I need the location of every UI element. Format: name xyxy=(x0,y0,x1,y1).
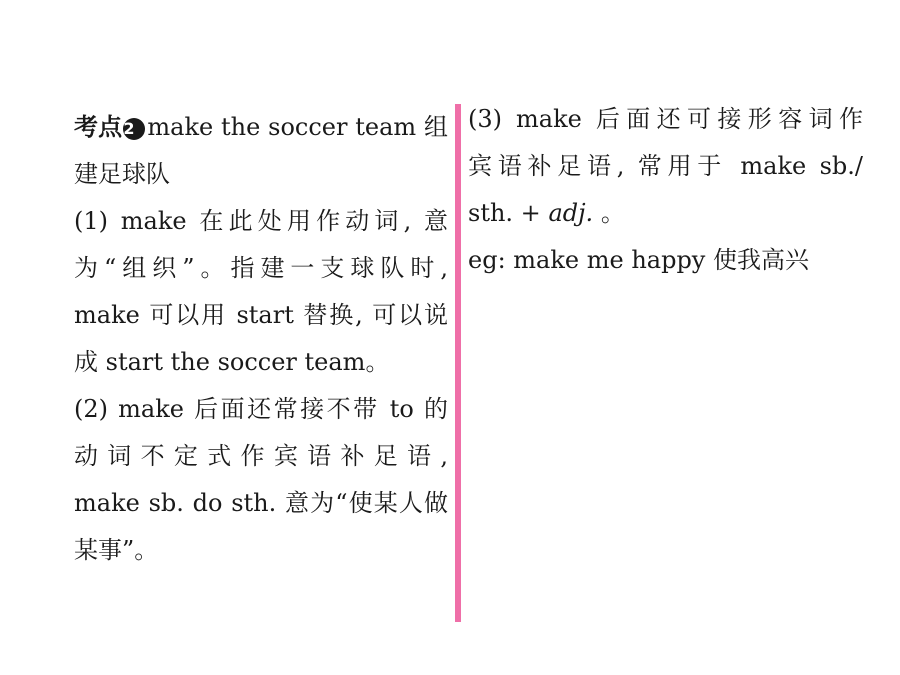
note-1-line-1: (1) make 在此处用作动词, 意 xyxy=(74,207,448,235)
note-1-line-4: 成 start the soccer team。 xyxy=(74,348,390,376)
point-label: 考点 xyxy=(74,112,123,141)
adj-abbreviation: adj. xyxy=(548,199,594,227)
note-3-line-3-end: 。 xyxy=(593,199,625,227)
note-2-line-3: make sb. do sth. 意为“使某人做 xyxy=(74,489,448,517)
note-1-line-3: make 可以用 start 替换, 可以说 xyxy=(74,301,448,329)
note-1-line-2: 为“组织”。指建一支球队时, xyxy=(74,254,448,282)
right-column xyxy=(468,96,863,284)
note-2-line-1: (2) make 后面还常接不带 to 的 xyxy=(74,395,448,423)
note-3-line-2: 宾语补足语, 常用于 make sb./ xyxy=(468,152,863,180)
note-2-line-4: 某事”。 xyxy=(74,536,159,564)
note-3-line-3-text: sth. + xyxy=(468,199,541,227)
point-heading xyxy=(74,103,448,151)
column-divider xyxy=(455,104,461,622)
point-title-continued: 建足球队 xyxy=(74,160,170,188)
point-title: make the soccer team 组 xyxy=(147,113,448,141)
note-3-line-1: (3) make 后面还可接形容词作 xyxy=(468,105,863,133)
example-sentence: eg: make me happy 使我高兴 xyxy=(468,246,809,274)
number-2-badge-icon: 2 xyxy=(123,118,145,140)
note-2-line-2: 动词不定式作宾语补足语, xyxy=(74,442,448,470)
note-3-line-3 xyxy=(468,190,863,237)
left-column xyxy=(74,103,448,574)
